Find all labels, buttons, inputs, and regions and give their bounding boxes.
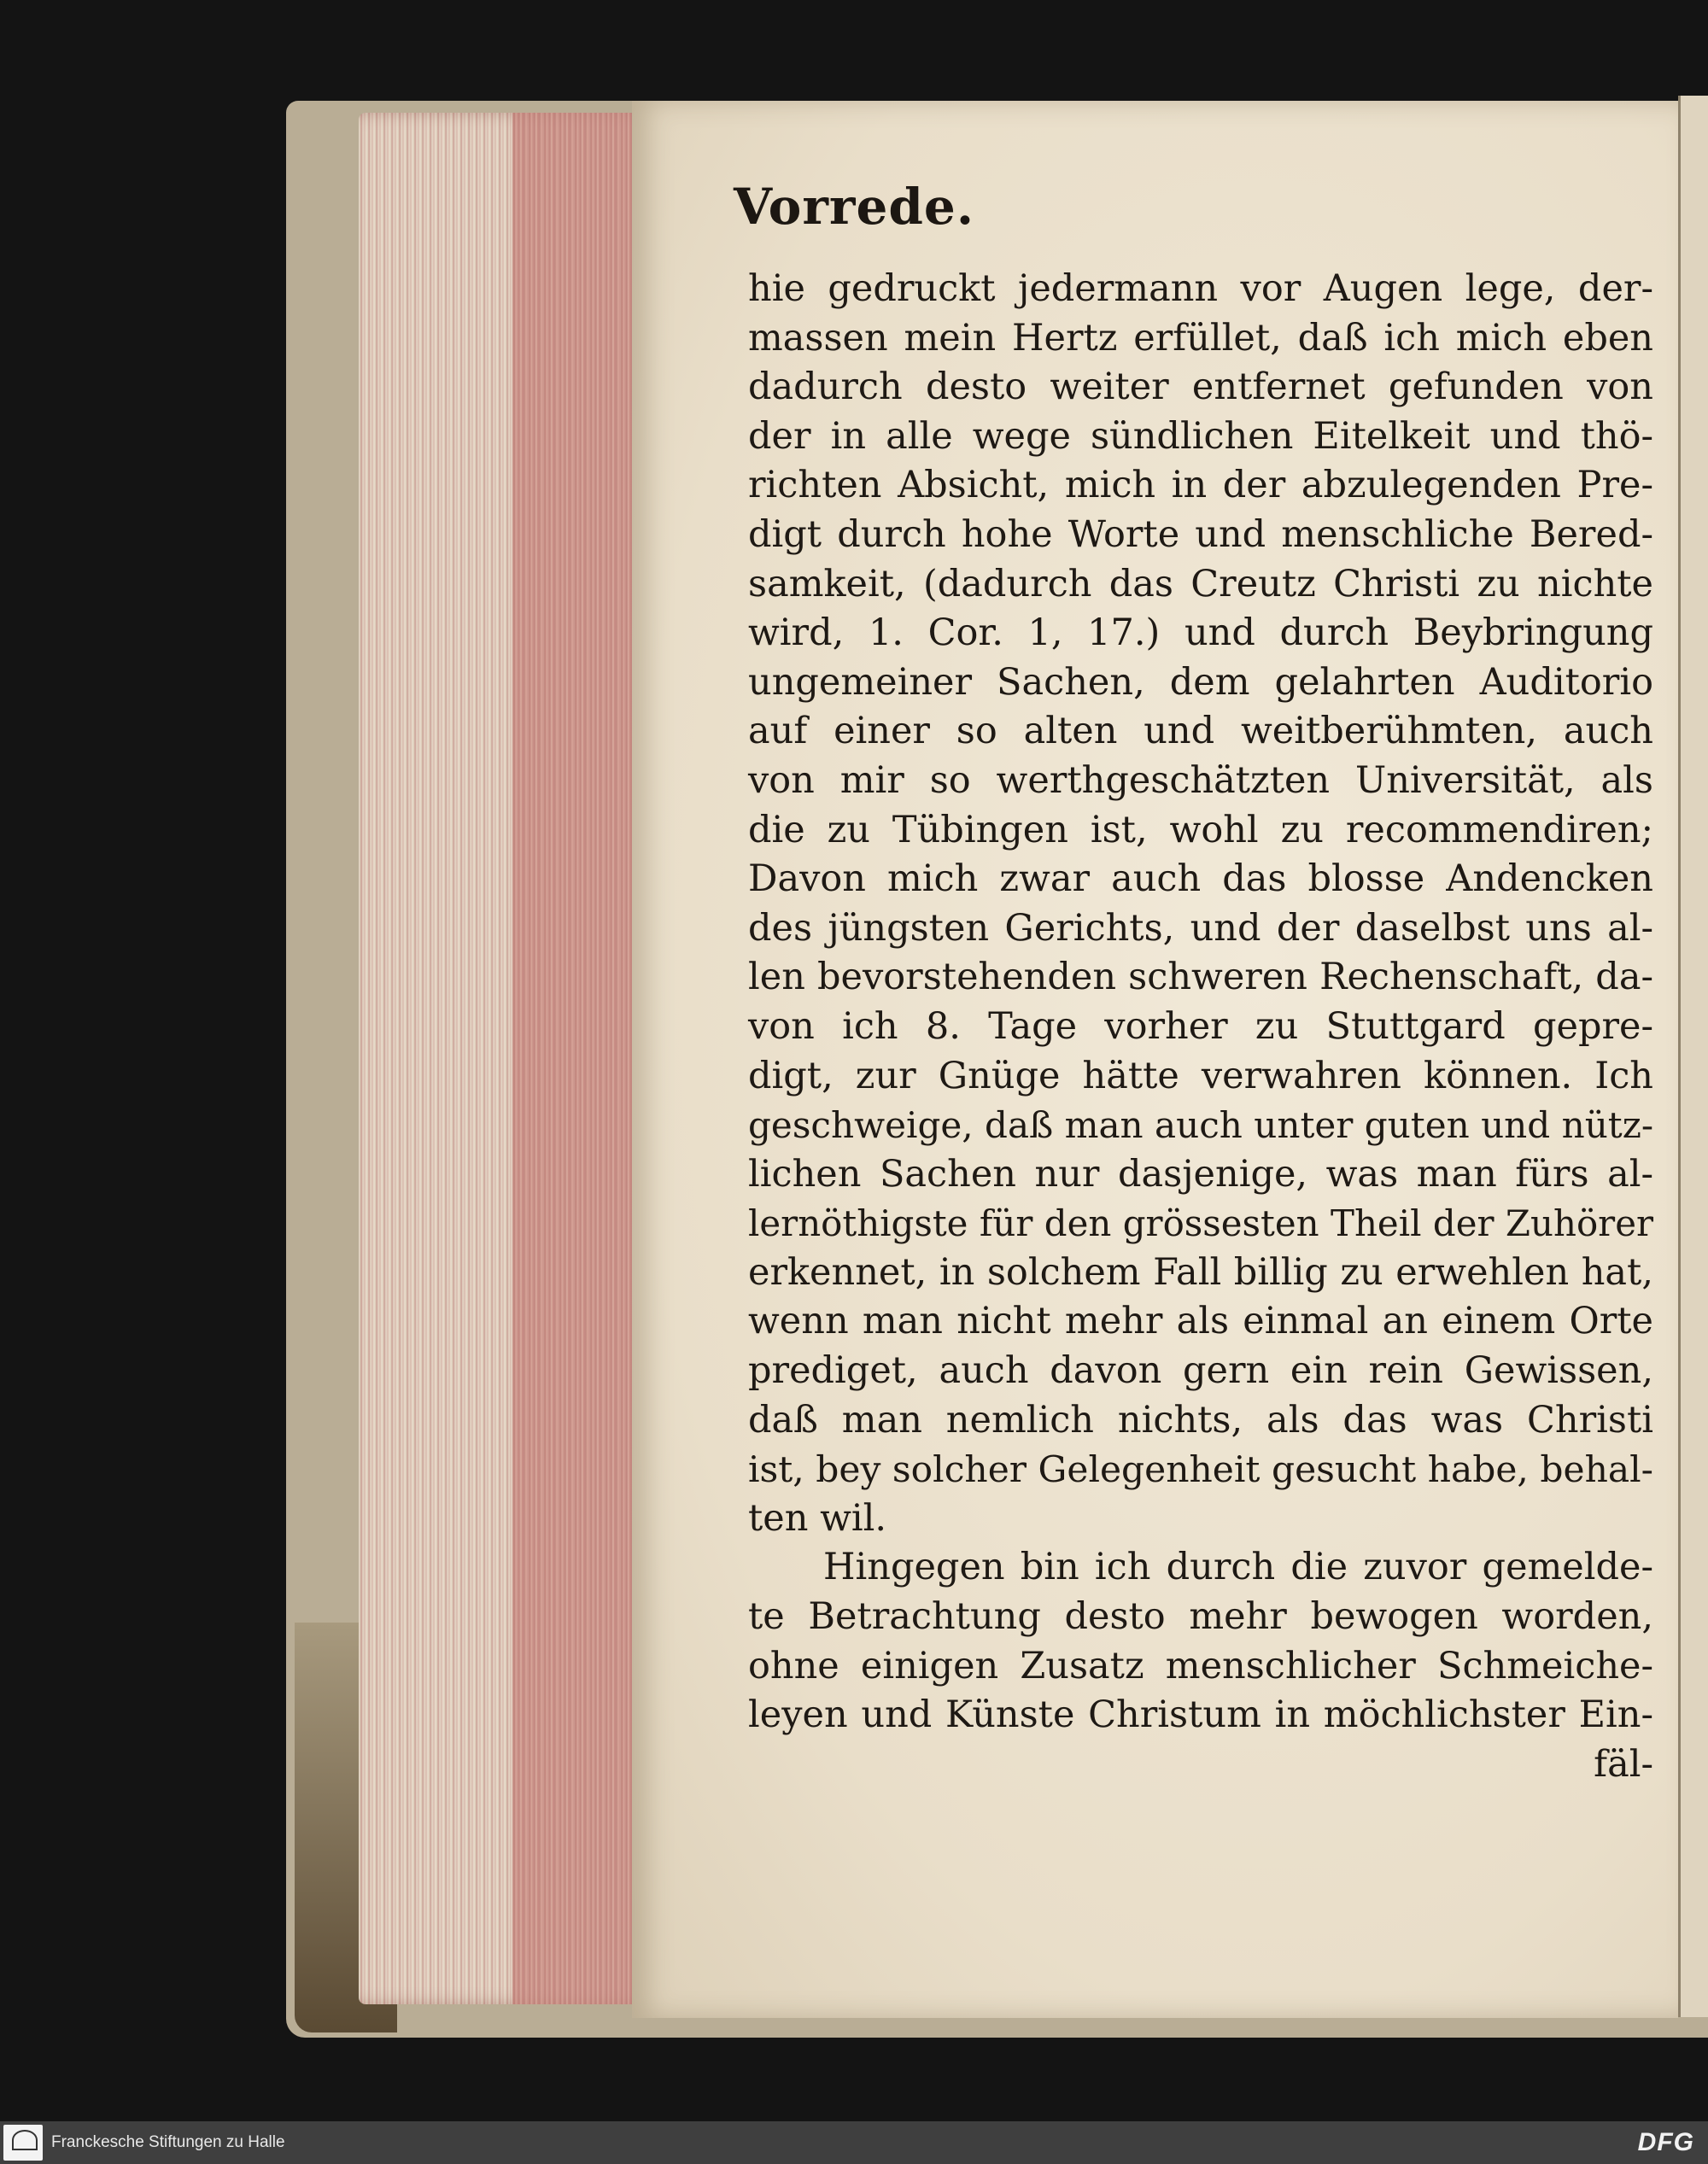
catchword: fäl- xyxy=(1594,1742,1653,1786)
text-line: massen mein Hertz erfüllet, daß ich mich eben xyxy=(748,316,1653,360)
text-line: wenn man nicht mehr als einmal an einem Orte xyxy=(748,1300,1653,1343)
text-line: prediget, auch davon gern ein rein Gewissen, xyxy=(748,1349,1653,1393)
red-edge-stain xyxy=(512,113,649,2004)
text-line: ten wil. xyxy=(748,1496,887,1540)
text-line: richten Absicht, mich in der abzulegenden Pre- xyxy=(748,464,1653,507)
text-line: lernöthigste für den grössesten Theil der Zuhörer xyxy=(748,1202,1653,1245)
text-line: digt, zur Gnüge hätte verwahren können. Ich xyxy=(748,1054,1653,1097)
text-line: daß man nemlich nichts, als das was Christi xyxy=(748,1398,1653,1442)
dfg-logo: DFG xyxy=(1637,2128,1694,2156)
text-line: leyen und Künste Christum in möchlichster Ein- xyxy=(748,1693,1653,1737)
facing-page-edge xyxy=(1678,96,1708,2017)
text-line: die zu Tübingen ist, wohl zu recommendiren; xyxy=(748,808,1653,851)
text-line: ungemeiner Sachen, dem gelahrten Auditorio xyxy=(748,660,1653,704)
text-line: dadurch desto weiter entfernet gefunden von xyxy=(748,366,1653,409)
text-line: lichen Sachen nur dasjenige, was man fürs al- xyxy=(748,1152,1653,1196)
text-line: len bevorstehenden schweren Rechenschaft, da- xyxy=(748,956,1653,999)
page-text xyxy=(748,265,1653,1789)
page-title: Vorrede. xyxy=(733,178,975,236)
text-line: samkeit, (dadurch das Creutz Christi zu nichte xyxy=(748,562,1653,605)
institution-name: Franckesche Stiftungen zu Halle xyxy=(51,2133,285,2151)
text-line: von ich 8. Tage vorher zu Stuttgard gepre- xyxy=(748,1004,1653,1048)
text-line: der in alle wege sündlichen Eitelkeit und thö- xyxy=(748,414,1653,458)
viewer-footer xyxy=(0,2121,1708,2164)
institution-logo-icon xyxy=(3,2125,43,2161)
text-line: wird, 1. Cor. 1, 17.) und durch Beybringung xyxy=(748,611,1653,655)
text-line: des jüngsten Gerichts, und der daselbst uns al- xyxy=(748,906,1653,950)
text-line: te Betrachtung desto mehr bewogen worden, xyxy=(748,1595,1653,1639)
text-line: Davon mich zwar auch das blosse Andencken xyxy=(748,857,1653,901)
text-line: ist, bey solcher Gelegenheit gesucht habe, behal- xyxy=(748,1448,1653,1491)
text-line: geschweige, daß man auch unter guten und nütz- xyxy=(748,1104,1654,1147)
text-line: Hingegen bin ich durch die zuvor gemelde- xyxy=(823,1546,1653,1589)
text-line: von mir so werthgeschätzten Universität, als xyxy=(748,758,1653,802)
text-line: digt durch hohe Worte und menschliche Bered- xyxy=(748,512,1653,556)
text-line: auf einer so alten und weitberühmten, auch xyxy=(748,710,1653,753)
text-line: hie gedruckt jedermann vor Augen lege, der- xyxy=(748,267,1653,310)
text-line: ohne einigen Zusatz menschlicher Schmeiche- xyxy=(748,1644,1653,1687)
text-line: erkennet, in solchem Fall billig zu erwehlen hat, xyxy=(748,1250,1653,1294)
